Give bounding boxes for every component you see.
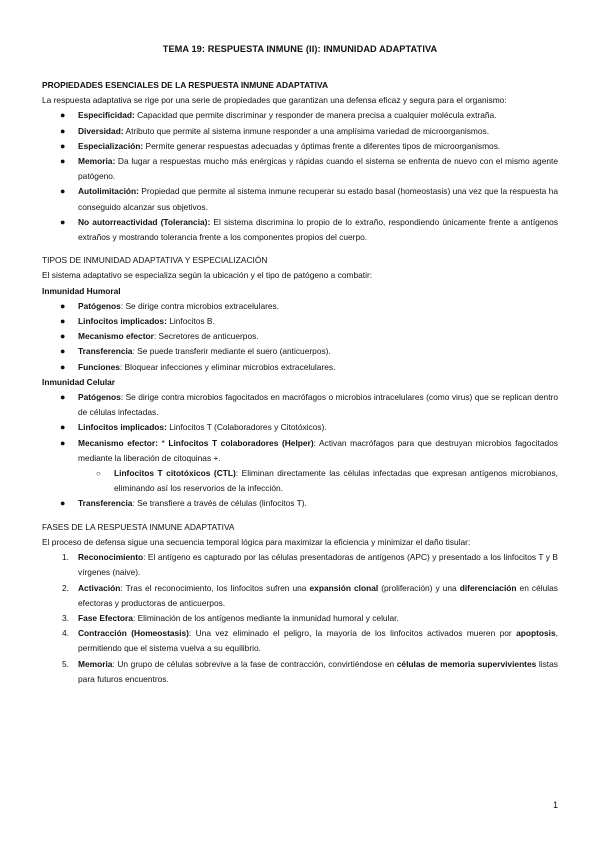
item-term: Memoria:	[78, 156, 116, 167]
item-term: Contracción (Homeostasis)	[78, 628, 189, 639]
item-term: Mecanismo efector:	[78, 437, 158, 448]
list-item	[42, 184, 558, 214]
item-text: : Se dirige contra microbios fagocitados en macrófagos o microbios intracelulares (como virus) que se replican dentro de células infectadas.	[78, 392, 558, 418]
item-term: Diversidad:	[78, 125, 124, 136]
item-term: Fase Efectora	[78, 612, 133, 623]
item-text: : El antígeno es capturado por las células presentadoras de antígenos (APC) y presentado a los linfocitos T y B vírgenes (naive).	[78, 552, 558, 578]
item-text: : Se transfiere a través de células (linfocitos T).	[132, 498, 307, 509]
item-text: : Activan macrófagos para que destruyan microbios fagocitados mediante la liberación de citoquinas +.	[78, 437, 558, 463]
item-emphasis: apoptosis	[516, 628, 556, 639]
list-item	[42, 611, 558, 626]
list-item	[42, 139, 558, 154]
bullet-icon: ●	[60, 140, 66, 151]
celular-list	[42, 390, 558, 512]
item-text: listas para futuros encuentros.	[78, 658, 558, 684]
item-text: : Eliminación de los antígenos mediante la inmunidad humoral y celular.	[132, 612, 399, 623]
item-number: 3.	[62, 612, 69, 623]
list-item	[42, 657, 558, 687]
item-term: Memoria	[78, 658, 113, 669]
bullet-icon: ●	[60, 361, 66, 372]
list-item	[42, 581, 558, 611]
item-text: : Una vez eliminado el peligro, la mayoría de los linfocitos activados mueren por	[188, 628, 517, 639]
item-text: Capacidad que permite discriminar y responder de manera precisa a cualquier molécula extraña.	[134, 110, 497, 121]
page-number: 1	[552, 800, 558, 810]
item-term: Especialización:	[78, 140, 144, 151]
bullet-icon: ●	[60, 346, 66, 357]
section-intro-types: El sistema adaptativo se especializa según la ubicación y el tipo de patógeno a combatir:	[42, 270, 373, 281]
item-text: : Un grupo de células sobrevive a la fase de contracción, convirtiéndose en	[112, 658, 397, 669]
section-intro-properties: La respuesta adaptativa se rige por una serie de propiedades que garantizan una defensa eficaz y segura para el organismo:	[42, 95, 507, 106]
list-item	[42, 299, 558, 314]
bullet-icon: ●	[60, 437, 66, 448]
item-emphasis: células de memoria supervivientes	[396, 658, 537, 669]
item-term: No autorreactividad (Tolerancia):	[78, 216, 211, 227]
item-text: : Se puede transferir mediante el suero (anticuerpos).	[132, 346, 331, 357]
bullet-icon: ●	[60, 110, 66, 121]
section-intro-phases: El proceso de defensa sigue una secuencia temporal lógica para maximizar la eficiencia y minimizar el daño tisular:	[42, 536, 471, 547]
item-emphasis: expansión clonal	[309, 582, 379, 593]
bullet-icon: ●	[60, 331, 66, 342]
list-item	[78, 466, 558, 496]
item-text: Permite generar respuestas adecuadas y óptimas frente a diferentes tipos de microorganismos.	[143, 140, 501, 151]
bullet-icon: ●	[60, 186, 66, 197]
item-text: Da lugar a respuestas mucho más enérgicas y rápidas cuando el sistema se enfrenta de nuevo con el mismo agente patógeno.	[78, 156, 558, 182]
item-term: Activación	[78, 582, 121, 593]
item-text: Atributo que permite al sistema inmune responder a una amplísima variedad de microorganismos.	[123, 125, 490, 136]
list-item	[42, 496, 558, 511]
item-term: Mecanismo efector	[78, 331, 154, 342]
list-item	[42, 344, 558, 359]
properties-list	[42, 108, 558, 245]
item-text: El sistema discrimina lo propio de lo extraño, respondiendo únicamente frente a antígenos extraños y mostrando tolerancia frente a los componentes propios del cuerpo.	[78, 216, 558, 243]
phases-list	[42, 550, 558, 687]
bullet-icon: ●	[60, 125, 66, 136]
item-term: Linfocitos T colaboradores (Helper)	[168, 437, 314, 448]
list-item	[42, 154, 558, 184]
item-text: , permitiendo que el sistema vuelva a su equilibrio.	[78, 628, 558, 654]
bullet-icon: ●	[60, 316, 66, 327]
item-text: en células efectoras y productoras de anticuerpos.	[78, 582, 558, 608]
bullet-icon: ●	[60, 156, 66, 167]
bullet-icon: ●	[60, 216, 66, 227]
item-term: Patógenos	[78, 300, 121, 311]
subheading-celular: Inmunidad Celular	[42, 376, 116, 387]
item-term: Linfocitos implicados:	[78, 316, 167, 327]
item-term: Autolimitación:	[78, 186, 139, 197]
item-number: 5.	[62, 658, 69, 669]
item-text: Linfocitos T (Colaboradores y Citotóxicos).	[166, 422, 327, 433]
list-item	[42, 329, 558, 344]
list-item	[42, 550, 558, 580]
list-item	[42, 314, 558, 329]
bullet-icon: ●	[60, 498, 66, 509]
item-number: 1.	[62, 552, 69, 563]
list-item	[42, 108, 558, 123]
item-term: Linfocitos T citotóxicos (CTL)	[114, 468, 236, 479]
item-text: Propiedad que permite al sistema inmune recuperar su estado basal (homeostasis) una vez que la respuesta ha conseguido alcanzar sus objetivos.	[78, 186, 558, 212]
item-text: : Secretores de anticuerpos.	[153, 331, 259, 342]
bullet-icon: ●	[60, 422, 66, 433]
item-text: *	[157, 437, 169, 448]
humoral-list	[42, 299, 558, 375]
item-term: Transferencia	[78, 498, 133, 509]
sub-list	[78, 466, 558, 496]
item-number: 2.	[62, 582, 69, 593]
item-text: : Eliminan directamente las células infectadas que expresan antígenos microbianos, eliminando así los reservorios de la infección.	[114, 468, 558, 494]
item-text: : Se dirige contra microbios extracelulares.	[120, 300, 280, 311]
section-heading-properties: PROPIEDADES ESENCIALES DE LA RESPUESTA INMUNE ADAPTATIVA	[42, 80, 329, 90]
bullet-icon: ●	[60, 392, 66, 403]
item-text: : Tras el reconocimiento, los linfocitos sufren una	[120, 582, 310, 593]
document-body	[42, 74, 558, 687]
list-item	[42, 436, 558, 497]
item-number: 4.	[62, 628, 69, 639]
item-term: Funciones	[78, 361, 120, 372]
item-term: Linfocitos implicados:	[78, 422, 167, 433]
document-title: TEMA 19: RESPUESTA INMUNE (II): INMUNIDAD ADAPTATIVA	[162, 44, 438, 54]
list-item	[42, 360, 558, 375]
list-item	[42, 390, 558, 420]
item-term: Reconocimiento	[78, 552, 144, 563]
list-item	[42, 124, 558, 139]
item-emphasis: diferenciación	[459, 582, 517, 593]
item-text: (proliferación) y una	[378, 582, 460, 593]
section-heading-phases: FASES DE LA RESPUESTA INMUNE ADAPTATIVA	[42, 521, 235, 532]
circle-bullet-icon: ○	[96, 469, 101, 479]
item-term: Transferencia	[78, 346, 133, 357]
subheading-humoral: Inmunidad Humoral	[42, 285, 121, 296]
list-item	[42, 626, 558, 656]
list-item	[42, 420, 558, 435]
list-item	[42, 215, 558, 245]
item-term: Especificidad:	[78, 110, 135, 121]
item-term: Patógenos	[78, 392, 121, 403]
bullet-icon: ●	[60, 300, 66, 311]
item-text: Linfocitos B.	[166, 316, 215, 327]
section-heading-types: TIPOS DE INMUNIDAD ADAPTATIVA Y ESPECIALIZACIÓN	[42, 255, 268, 266]
item-text: : Bloquear infecciones y eliminar microbios extracelulares.	[119, 361, 336, 372]
